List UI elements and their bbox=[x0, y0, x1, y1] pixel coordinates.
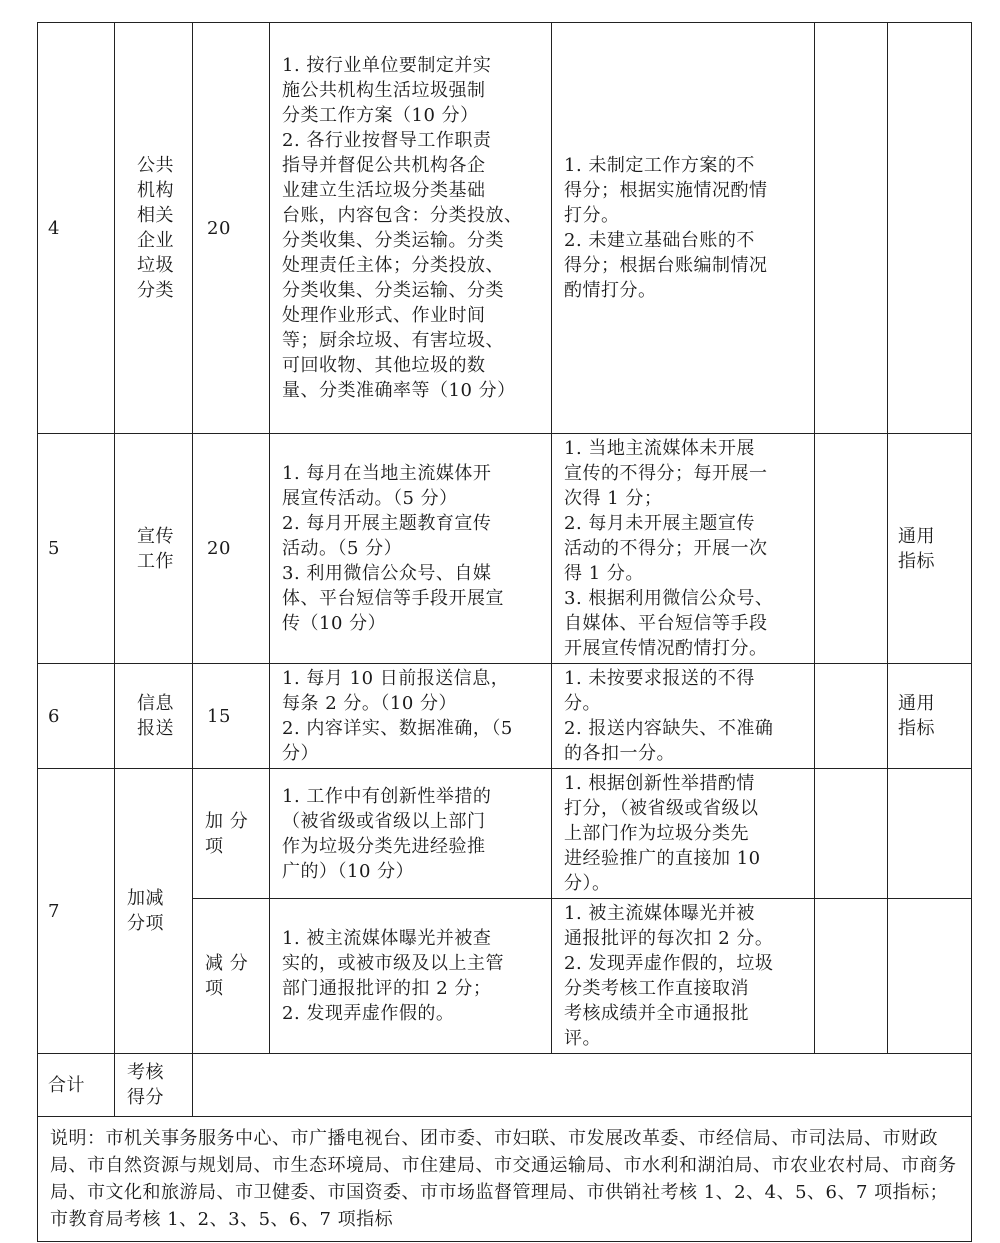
footer-note: 说明：市机关事务服务中心、市广播电视台、团市委、市妇联、市发展改革委、市经信局、市司法局、市财政局、市自然资源与规划局、市生态环境局、市住建局、市交通运输局、市水利和湖泊局、市农业农村局、市商务局、市文化和旅游局、市卫健委、市国资委、市市场监督管理局、市供销社考核 1、2、4、5、6、7 项指标；市教育局考核 1、2、3、5、6、7 项指标 bbox=[38, 1117, 972, 1242]
assessment-standard: 1. 每月 10 日前报送信息， 每条 2 分。（10 分） 2. 内容详实、数据准确，（5 分） bbox=[270, 664, 552, 769]
empty-cell bbox=[815, 434, 888, 664]
bonus-standard: 1. 工作中有创新性举措的 （被省级或省级以上部门 作为垃圾分类先进经验推 广的）（10 分） bbox=[270, 769, 552, 899]
empty-cell bbox=[815, 769, 888, 899]
assessment-table bbox=[37, 22, 972, 1242]
score-value: 20 bbox=[193, 434, 270, 664]
table-row bbox=[38, 664, 972, 769]
total-item: 考核 得分 bbox=[115, 1054, 193, 1117]
empty-cell bbox=[888, 899, 972, 1054]
bonus-rule: 1. 根据创新性举措酌情 打分，（被省级或省级以 上部门作为垃圾分类先 进经验推广的直接加 10 分）。 bbox=[552, 769, 815, 899]
scoring-rule: 1. 未制定工作方案的不 得分；根据实施情况酌情 打分。 2. 未建立基础台账的不 得分；根据台账编制情况 酌情打分。 bbox=[552, 23, 815, 434]
table-row bbox=[38, 434, 972, 664]
deduction-standard: 1. 被主流媒体曝光并被查 实的，或被市级及以上主管 部门通报批评的扣 2 分； 2. 发现弄虚作假的。 bbox=[270, 899, 552, 1054]
empty-cell bbox=[815, 23, 888, 434]
score-value: 20 bbox=[193, 23, 270, 434]
scoring-rule: 1. 当地主流媒体未开展 宣传的不得分；每开展一 次得 1 分； 2. 每月未开展主题宣传 活动的不得分；开展一次 得 1 分。 3. 根据利用微信公众号、 自媒体、平台短信等手段 开展宣传情况酌情打分。 bbox=[552, 434, 815, 664]
footer-row bbox=[38, 1117, 972, 1242]
remark bbox=[888, 23, 972, 434]
deduction-rule: 1. 被主流媒体曝光并被 通报批评的每次扣 2 分。 2. 发现弄虚作假的，垃圾 分类考核工作直接取消 考核成绩并全市通报批 评。 bbox=[552, 899, 815, 1054]
empty-cell bbox=[815, 899, 888, 1054]
table-row bbox=[38, 769, 972, 899]
row-number: 5 bbox=[38, 434, 115, 664]
total-label: 合计 bbox=[38, 1054, 115, 1117]
row-number: 4 bbox=[38, 23, 115, 434]
assessment-item: 公共 机构 相关 企业 垃圾 分类 bbox=[115, 23, 193, 434]
assessment-item: 信息 报送 bbox=[115, 664, 193, 769]
remark: 通用 指标 bbox=[888, 434, 972, 664]
empty-cell bbox=[888, 769, 972, 899]
row-number: 6 bbox=[38, 664, 115, 769]
empty-cell bbox=[815, 664, 888, 769]
assessment-standard: 1. 按行业单位要制定并实 施公共机构生活垃圾强制 分类工作方案（10 分） 2. 各行业按督导工作职责 指导并督促公共机构各企 业建立生活垃圾分类基础 台账，内容包含：分类投放、 分类收集、分类运输。分类 处理责任主体；分类投放、 分类收集、分类运输、分类 处理作业形式、作业时间 等；厨余垃圾、有害垃圾、 可回收物、其他垃圾的数 量、分类准确率等（10 分） bbox=[270, 23, 552, 434]
table-row bbox=[38, 23, 972, 434]
row-number: 7 bbox=[38, 769, 115, 1054]
remark: 通用 指标 bbox=[888, 664, 972, 769]
scoring-rule: 1. 未按要求报送的不得 分。 2. 报送内容缺失、不准确 的各扣一分。 bbox=[552, 664, 815, 769]
bonus-label: 加 分 项 bbox=[193, 769, 270, 899]
assessment-item: 加减 分项 bbox=[115, 769, 193, 1054]
assessment-standard: 1. 每月在当地主流媒体开 展宣传活动。（5 分） 2. 每月开展主题教育宣传 活动。（5 分） 3. 利用微信公众号、自媒 体、平台短信等手段开展宣 传（10 分） bbox=[270, 434, 552, 664]
total-value-cell bbox=[193, 1054, 972, 1117]
assessment-item: 宣传 工作 bbox=[115, 434, 193, 664]
deduction-label: 减 分 项 bbox=[193, 899, 270, 1054]
total-row bbox=[38, 1054, 972, 1117]
score-value: 15 bbox=[193, 664, 270, 769]
